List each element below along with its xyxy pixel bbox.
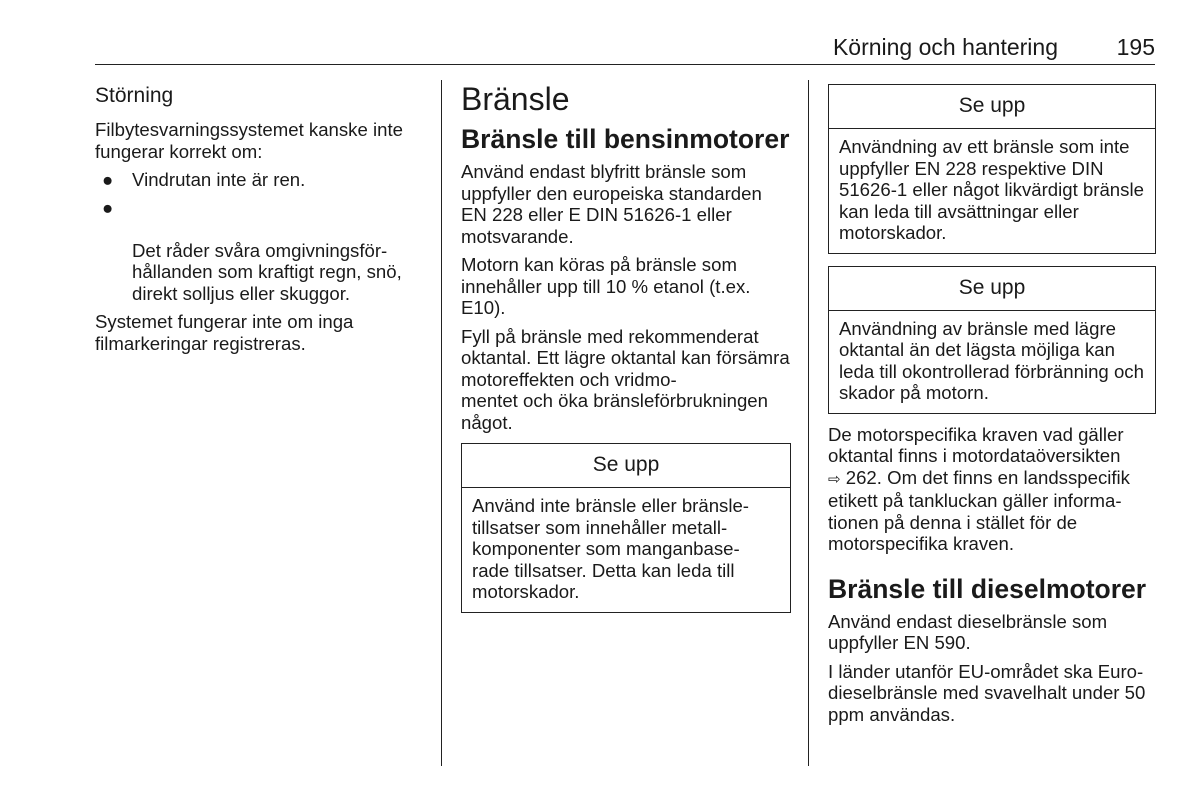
- paragraph: Motorn kan köras på bränsle som innehåller upp till 10 % etanol (t.ex. E10).: [461, 254, 751, 318]
- paragraph: Använd endast blyfritt bränsle som uppfyller den europeiska standarden EN 228 eller E DIN 51626-1 eller motsvarande.: [461, 161, 762, 247]
- paragraph: Filbytesvarningssystemet kanske inte fungerar korrekt om:: [95, 119, 403, 162]
- paragraph: Fyll på bränsle med rekommenderat oktantal. Ett lägre oktantal kan försämra motoreffekten och vridmo- mentet och öka bränsleförbrukningen något.: [461, 325, 790, 433]
- list-item: [95, 169, 425, 191]
- caution-title: Se upp: [829, 85, 1155, 129]
- list-item-text: Det råder svåra omgivningsför- hållanden som kraftigt regn, snö, direkt solljus eller skuggor.: [132, 239, 402, 304]
- caution-body: Användning av ett bränsle som inte uppfyller EN 228 respektive DIN 51626-1 eller något likvärdigt bränsle kan leda till avsättningar eller motorskador.: [839, 136, 1144, 243]
- paragraph-text: De motorspecifika kraven vad gäller oktantal finns i motordataöversikten: [828, 423, 1124, 466]
- caution-box: [828, 84, 1156, 254]
- list-item-text: Vindrutan inte är ren.: [132, 169, 306, 190]
- caution-body: Använd inte bränsle eller bränsle- tillsatser som innehåller metall- komponenter som manganbase- rade tillsatser. Detta kan leda till motorskador.: [472, 495, 749, 602]
- list-item: [95, 197, 425, 305]
- caution-title: Se upp: [462, 444, 790, 488]
- column-middle: [461, 80, 791, 623]
- caution-box: [828, 266, 1156, 414]
- column-divider: [808, 80, 809, 766]
- section-heading-storning: Störning: [95, 84, 174, 107]
- chapter-title: Körning och hantering: [832, 34, 1058, 60]
- paragraph-text: 262. Om det finns en landsspecifik etikett på tankluckan gäller informa- tionen på denna i stället för de motorspecifika kraven.: [828, 466, 1130, 554]
- caution-box: [461, 443, 791, 613]
- column-right: [828, 84, 1156, 732]
- column-divider: [441, 80, 442, 766]
- paragraph: I länder utanför EU-området ska Euro-dieselbränsle med svavelhalt under 50 ppm användas.: [828, 660, 1146, 725]
- paragraph: Systemet fungerar inte om inga filmarkeringar registreras.: [95, 311, 354, 354]
- page-number: 195: [1116, 34, 1155, 60]
- column-left: [95, 80, 425, 361]
- subsection-title-diesel: Bränsle till dieselmotorer: [828, 573, 1147, 604]
- page-header: [95, 30, 1155, 65]
- caution-body: Användning av bränsle med lägre oktantal än det lägsta möjliga kan leda till okontrollerad förbränning och skador på motorn.: [839, 317, 1144, 403]
- subsection-title-bensin: Bränsle till bensinmotorer: [461, 124, 790, 154]
- paragraph: [828, 424, 1156, 555]
- caution-title: Se upp: [829, 267, 1155, 311]
- bullet-icon: ●: [102, 196, 114, 218]
- bullet-icon: ●: [102, 169, 114, 190]
- section-title-bransle: Bränsle: [461, 81, 570, 117]
- bullet-list: [95, 169, 425, 304]
- page-reference-icon: ⇨: [828, 470, 841, 488]
- paragraph: Använd endast dieselbränsle som uppfyller EN 590.: [828, 610, 1108, 653]
